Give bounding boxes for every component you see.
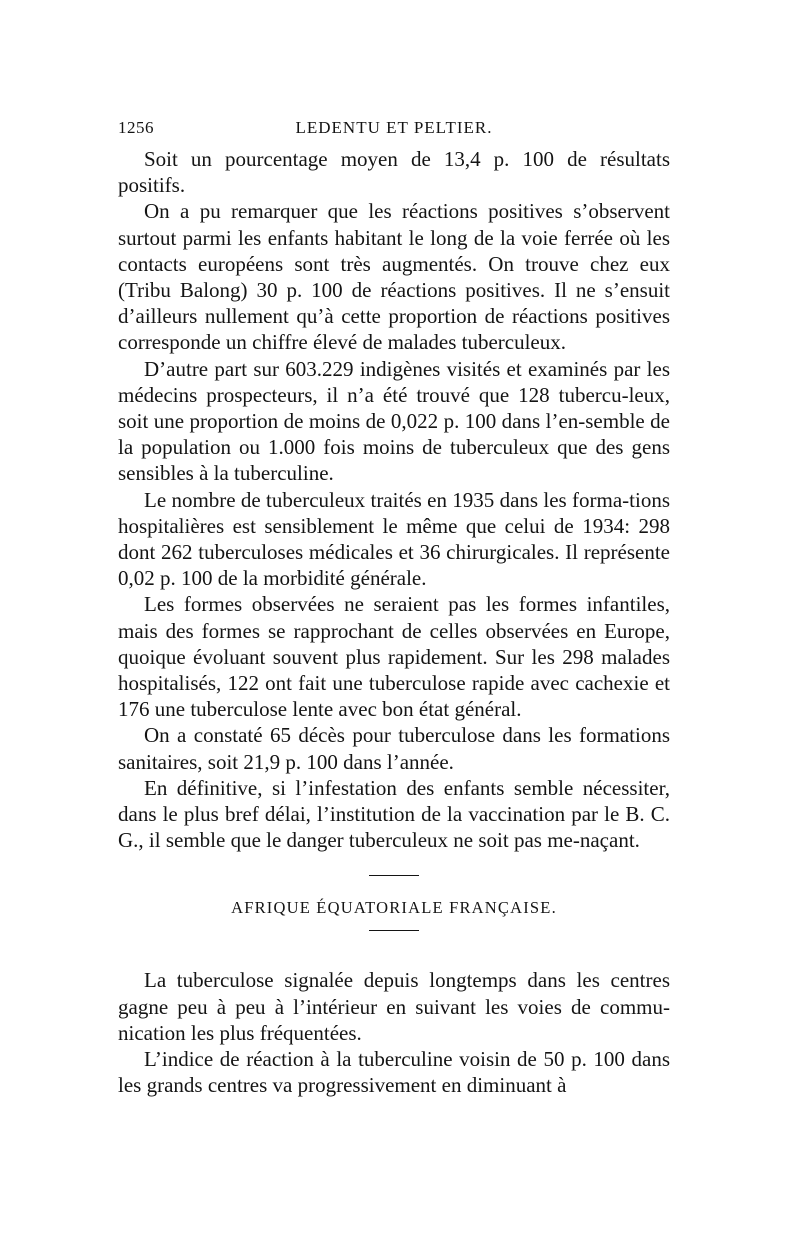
running-head: LEDENTU ET PELTIER. <box>295 118 493 137</box>
page-number: 1256 <box>118 118 154 137</box>
body-text-after <box>118 967 670 1098</box>
page <box>118 112 670 1099</box>
paragraph-observed-forms: Les formes observées ne seraient pas les formes infantiles, mais des formes se rapprochant de celles observées en Europe, quoique évoluant souvent plus rapidement. Sur les 298 malades hospitalisés, 122 ont fait une tuberculose rapide avec cachexie et 176 une tuberculose lente avec bon état général. <box>118 592 670 722</box>
divider-rule <box>369 875 419 876</box>
paragraph-reaction-index: L’indice de réaction à la tuberculine voisin de 50 p. 100 dans les grands centres va progressivement en diminuant à <box>118 1047 670 1098</box>
paragraph-treated-cases: Le nombre de tuberculeux traités en 1935 dans les forma-tions hospitalières est sensiblement le même que celui de 1934: 298 dont 262 tuberculoses médicales et 36 chirurgicales. Il représente 0,02 p. 100 de la morbidité générale. <box>118 487 670 591</box>
paragraph-conclusion: En définitive, si l’infestation des enfants semble nécessiter, dans le plus bref délai, l’institution de la vaccination par le B. C. G., il semble que le danger tuberculeux ne soit pas me-naçant. <box>118 775 670 853</box>
body-text-before <box>118 146 670 853</box>
page-header <box>118 112 670 146</box>
paragraph-percentage: Soit un pourcentage moyen de 13,4 p. 100 de résultats positifs. <box>118 147 670 198</box>
paragraph-positive-reactions: On a pu remarquer que les réactions positives s’observent surtout parmi les enfants habitant le long de la voie ferrée où les contacts européens sont très augmentés. On trouve chez eux (Tribu Balong) 30 p. 100 de réactions positives. Il ne s’ensuit d’ailleurs nullement qu’à cette proportion de réactions positives corresponde un chiffre élevé de malades tuberculeux. <box>118 199 670 355</box>
section-title: AFRIQUE ÉQUATORIALE FRANÇAISE. <box>231 898 557 918</box>
paragraph-natives-examined: D’autre part sur 603.229 indigènes visités et examinés par les médecins prospecteurs, il n’a été trouvé que 128 tubercu-leux, soit une proportion de moins de 0,022 p. 100 dans l’en-semble de la population ou 1.000 fois moins de tuberculeux que des gens sensibles à la tuberculine. <box>118 356 670 486</box>
divider-rule <box>369 930 419 931</box>
paragraph-deaths: On a constaté 65 décès pour tuberculose dans les formations sanitaires, soit 21,9 p. 100 dans l’année. <box>118 723 670 774</box>
paragraph-spread: La tuberculose signalée depuis longtemps dans les centres gagne peu à peu à l’intérieur en suivant les voies de commu-nication les plus fréquentées. <box>118 968 670 1045</box>
